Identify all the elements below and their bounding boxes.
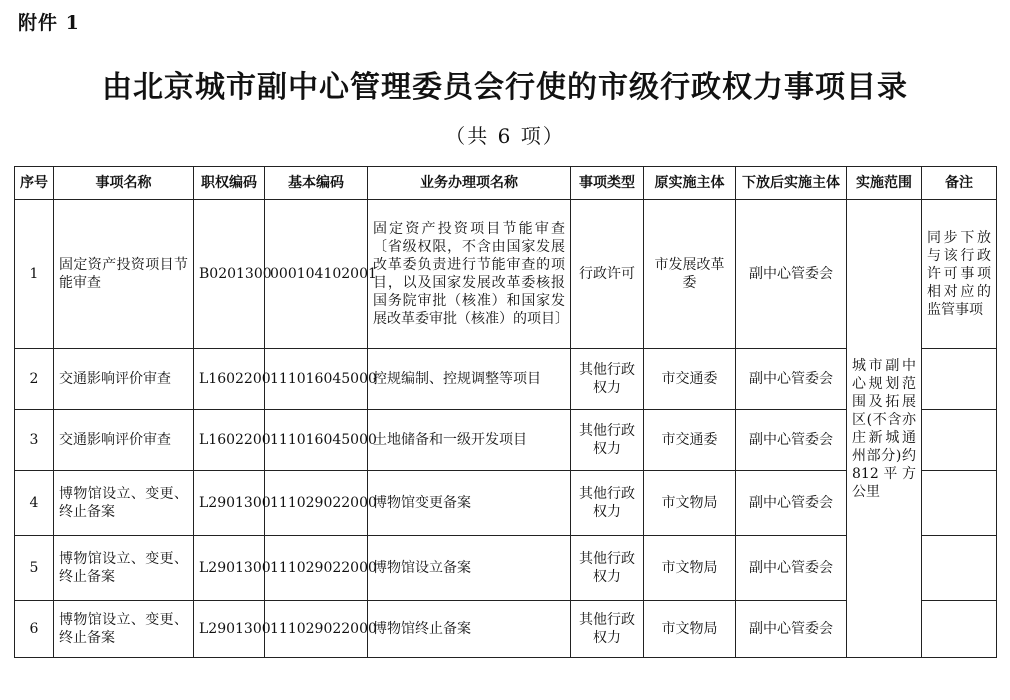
business-item-name: 控规编制、控规调整等项目 bbox=[368, 349, 571, 410]
page-title: 由北京城市副中心管理委员会行使的市级行政权力事项目录 bbox=[102, 70, 908, 105]
business-item-name: 博物馆设立备案 bbox=[368, 536, 571, 601]
power-catalog-table bbox=[14, 166, 997, 658]
column-header: 序号 bbox=[15, 167, 54, 200]
business-item-name: 固定资产投资项目节能审查〔省级权限，不含由国家发展改革委负责进行节能审查的项目，以及国家发展改革委核报国务院审批（核准）和国家发展改革委审批（核准）的项目〕 bbox=[368, 200, 571, 349]
column-header: 业务办理项名称 bbox=[368, 167, 571, 200]
item-name: 交通影响评价审查 bbox=[54, 410, 194, 471]
original-agency: 市交通委 bbox=[644, 410, 736, 471]
row-number: 3 bbox=[15, 410, 54, 471]
original-agency: 市发展改革委 bbox=[644, 200, 736, 349]
authority-code: L2901300 bbox=[194, 601, 265, 658]
new-agency: 副中心管委会 bbox=[736, 349, 847, 410]
row-number: 5 bbox=[15, 536, 54, 601]
column-header: 备注 bbox=[922, 167, 997, 200]
new-agency: 副中心管委会 bbox=[736, 471, 847, 536]
item-type: 行政许可 bbox=[571, 200, 644, 349]
original-agency: 市文物局 bbox=[644, 601, 736, 658]
remark-empty bbox=[922, 471, 997, 536]
item-name: 博物馆设立、变更、终止备案 bbox=[54, 471, 194, 536]
base-code: 111016045000 bbox=[265, 349, 368, 410]
row-number: 1 bbox=[15, 200, 54, 349]
business-item-name: 博物馆终止备案 bbox=[368, 601, 571, 658]
row-number: 6 bbox=[15, 601, 54, 658]
remark-empty bbox=[922, 410, 997, 471]
new-agency: 副中心管委会 bbox=[736, 536, 847, 601]
item-name: 博物馆设立、变更、终止备案 bbox=[54, 536, 194, 601]
column-header: 原实施主体 bbox=[644, 167, 736, 200]
remark: 同步下放与该行政许可事项相对应的监管事项 bbox=[922, 200, 997, 349]
item-type: 其他行政权力 bbox=[571, 601, 644, 658]
item-type: 其他行政权力 bbox=[571, 471, 644, 536]
base-code: 111029022000 bbox=[265, 536, 368, 601]
remark-empty bbox=[922, 349, 997, 410]
item-name: 固定资产投资项目节能审查 bbox=[54, 200, 194, 349]
item-type: 其他行政权力 bbox=[571, 349, 644, 410]
column-header: 事项类型 bbox=[571, 167, 644, 200]
base-code: 111029022000 bbox=[265, 471, 368, 536]
remark-empty bbox=[922, 601, 997, 658]
implementation-scope: 城市副中心规划范围及拓展区(不含亦庄新城通州部分)约812平方公里 bbox=[847, 200, 922, 658]
row-number: 4 bbox=[15, 471, 54, 536]
annex-label: 附件 1 bbox=[18, 12, 80, 34]
item-count: （共 6 项） bbox=[445, 124, 565, 148]
column-header: 职权编码 bbox=[194, 167, 265, 200]
column-header: 事项名称 bbox=[54, 167, 194, 200]
original-agency: 市文物局 bbox=[644, 536, 736, 601]
authority-code: L2901300 bbox=[194, 471, 265, 536]
base-code: 111016045000 bbox=[265, 410, 368, 471]
item-name: 交通影响评价审查 bbox=[54, 349, 194, 410]
base-code: 000104102001 bbox=[265, 200, 368, 349]
table-row bbox=[15, 200, 997, 349]
authority-code: L1602200 bbox=[194, 410, 265, 471]
row-number: 2 bbox=[15, 349, 54, 410]
table-header-row bbox=[15, 167, 997, 200]
remark-empty bbox=[922, 536, 997, 601]
base-code: 111029022000 bbox=[265, 601, 368, 658]
authority-code: B0201300 bbox=[194, 200, 265, 349]
item-name: 博物馆设立、变更、终止备案 bbox=[54, 601, 194, 658]
new-agency: 副中心管委会 bbox=[736, 410, 847, 471]
business-item-name: 博物馆变更备案 bbox=[368, 471, 571, 536]
item-type: 其他行政权力 bbox=[571, 536, 644, 601]
new-agency: 副中心管委会 bbox=[736, 601, 847, 658]
authority-code: L2901300 bbox=[194, 536, 265, 601]
original-agency: 市交通委 bbox=[644, 349, 736, 410]
column-header: 基本编码 bbox=[265, 167, 368, 200]
business-item-name: 土地储备和一级开发项目 bbox=[368, 410, 571, 471]
original-agency: 市文物局 bbox=[644, 471, 736, 536]
new-agency: 副中心管委会 bbox=[736, 200, 847, 349]
column-header: 实施范围 bbox=[847, 167, 922, 200]
column-header: 下放后实施主体 bbox=[736, 167, 847, 200]
authority-code: L1602200 bbox=[194, 349, 265, 410]
item-type: 其他行政权力 bbox=[571, 410, 644, 471]
